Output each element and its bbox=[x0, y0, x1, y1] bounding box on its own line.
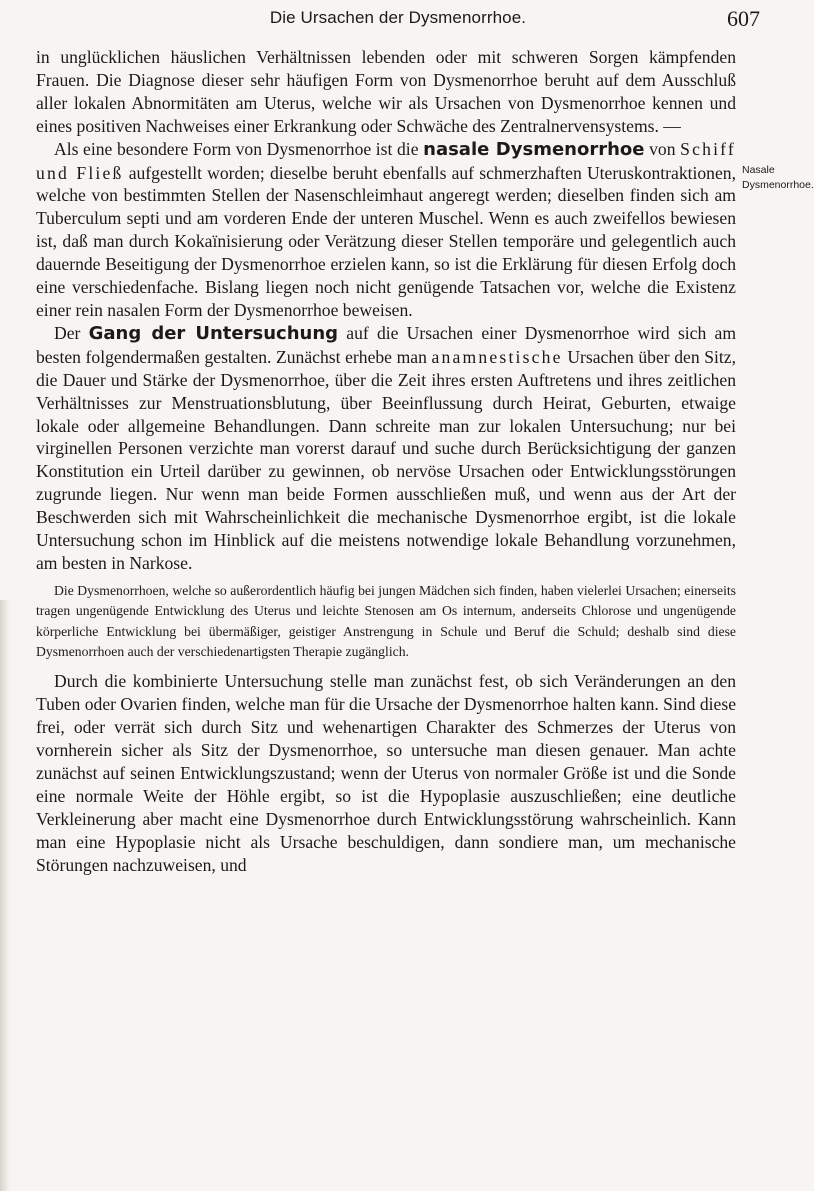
margin-note-dysmenorrhoe: Dysmenorrhoe. bbox=[742, 179, 814, 191]
paragraph-gang-der-untersuchung bbox=[36, 322, 736, 575]
binding-shadow bbox=[0, 600, 10, 1191]
headword-nasale-dysmenorrhoe: nasale Dysmenorrhoe bbox=[423, 138, 645, 160]
text-run: Ursachen über den Sitz, die Dauer und Stärke der Dysmenorrhoe, über die Zeit ihres ersten Auftretens und ihres zeitlichen Verhältnisses zur Menstruationsblutung, über Beeinflussung durch Heirat, Geburten, etwaige lokale oder allgemeine Behandlungen. Dann schreite man zur lokalen Untersuchung; nur bei virginellen Personen verzichte man vorerst darauf und suche durch Berücksichtigung der ganzen Konstitution ein Urteil darüber zu gewinnen, ob nervöse Ursachen oder Entwicklungsstörungen zugrunde liegen. Nur wenn man beide Formen ausschließen muß, und wenn aus der Art der Beschwerden sich mit Wahrscheinlichkeit die mechanische Dysmenorrhoe ergibt, ist die lokale Untersuchung schon im Hinblick auf die meistens notwendige lokale Behandlung vorzunehmen, am besten in Narkose. bbox=[36, 346, 736, 573]
text-run: aufgestellt worden; dieselbe beruht ebenfalls auf schmerzhaften Uteruskontraktionen, welche von bestimmten Stellen der Nasenschleimhaut angeregt werden; dieselben finden sich am Tuberculum septi und am vorderen Ende der unteren Muschel. Wenn es auch zweifellos bewiesen ist, daß man durch Kokaïnisierung oder Verätzung dieser Stellen temporäre und gelegentlich auch dauernde Beseitigung der Dysmenorrhoe erzielen kann, so ist die Erklärung für diesen Erfolg doch eine verschiedenfache. Bislang liegen noch nicht genügende Tatsachen vor, welche die Existenz einer rein nasalen Form der Dysmenorrhoe beweisen. bbox=[36, 162, 736, 320]
text-run: Der bbox=[54, 322, 81, 343]
paragraph-kombinierte-untersuchung: Durch die kombinierte Untersuchung stelle man zunächst fest, ob sich Veränderungen an den Tuben oder Ovarien finden, welche man für die Ursache der Dysmenorrhoe halten kann. Sind diese frei, oder verrät sich durch Sitz und wehenartigen Charakter des Schmerzes der Uterus von vornherein sicher als Sitz der Dysmenorrhoe, so untersuche man diesen genauer. Man achte zunächst auf seinen Entwicklungszustand; wenn der Uterus von normaler Größe ist und die Sonde eine normale Weite der Höhle ergibt, so ist die Hypoplasie auszuschließen; eine deutliche Verkleinerung aber macht eine Dysmenorrhoe durch Entwicklungsstörung wahrscheinlich. Kann man eine Hypoplasie nicht als Ursache beschuldigen, dann sondiere man, um mechanische Störungen nachzuweisen, und bbox=[36, 671, 736, 875]
small-print-note: Die Dysmenorrhoen, welche so außerordentlich häufig bei jungen Mädchen sich finden, haben vielerlei Ursachen; einerseits tragen ungenügende Entwicklung des Uterus und leichte Stenosen am Os internum, anderseits Chlorose und ungenügende körperliche Entwicklung bei übermäßiger, geistiger Anstrengung in Schule und Beruf die Schuld; deshalb sind diese Dysmenorrhoen auch der verschiedenartigsten Therapie zugänglich. bbox=[36, 582, 736, 660]
page-header bbox=[36, 6, 760, 32]
spaced-term-anamnestische: anamnestische bbox=[431, 346, 563, 367]
author-names: Schiff und Fließ bbox=[36, 138, 736, 183]
running-title: Die Ursachen der Dysmenorrhoe. bbox=[269, 8, 527, 27]
text-run: auf die Ursachen einer Dysmenorrhoe wird sich am besten folgendermaßen gestalten. Zunächst erhebe man bbox=[36, 322, 737, 367]
text-run: Als eine besondere Form von Dysmenorrhoe ist die bbox=[54, 138, 419, 159]
margin-note-nasale: Nasale bbox=[742, 164, 775, 176]
paragraph-1: in unglücklichen häuslichen Verhältnissen lebenden oder mit schweren Sorgen kämpfenden Frauen. Die Diagnose dieser sehr häufigen Form von Dysmenorrhoe beruht auf dem Ausschluß aller lokalen Abnormitäten am Uterus, welche wir als Ursachen von Dysmenorrhoe kennen und eines positiven Nachweises einer Erkrankung oder Schwäche des Zentralnervensystems. — bbox=[36, 47, 736, 136]
page-number: 607 bbox=[727, 6, 760, 31]
headword-gang-der-untersuchung: Gang der Untersuchung bbox=[88, 322, 339, 344]
text-run: von bbox=[649, 138, 676, 159]
body-text bbox=[36, 46, 736, 877]
paragraph-nasale-dysmenorrhoe bbox=[36, 138, 736, 322]
